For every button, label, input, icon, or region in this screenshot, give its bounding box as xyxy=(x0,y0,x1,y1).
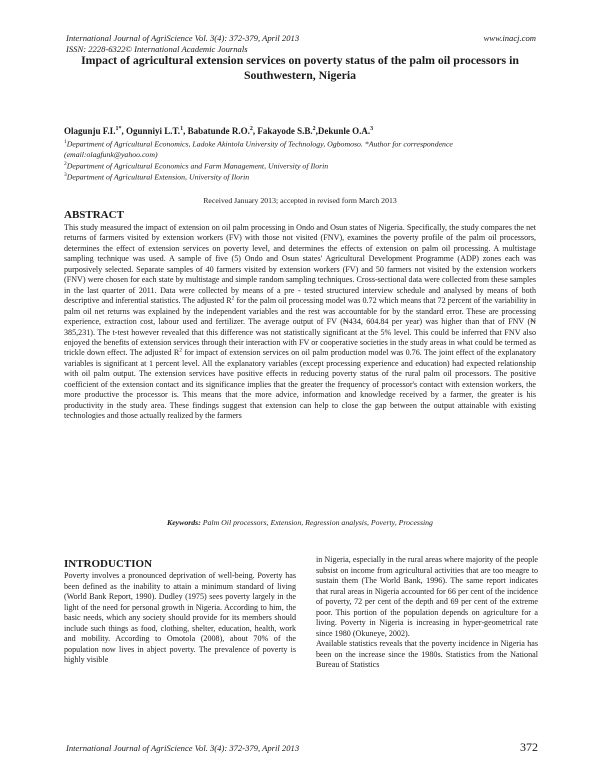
keywords-text: Palm Oil processors, Extension, Regression analysis, Poverty, Processing xyxy=(202,518,433,527)
introduction-paragraph: Available statistics reveals that the poverty incidence in Nigeria has been on the increase since the 1980s. Statistics from the National Bureau of Statistics xyxy=(316,639,538,670)
author-list xyxy=(64,126,373,136)
affiliation-text: Department of Agricultural Economics and Farm Management, University of Ilorin xyxy=(66,161,329,171)
affiliation-sup: 2 xyxy=(64,161,67,167)
keywords-label: Keywords: xyxy=(167,518,201,527)
affiliation-sup: 3 xyxy=(64,172,67,178)
introduction-heading: INTRODUCTION xyxy=(64,558,153,570)
journal-header: International Journal of AgriScience Vol. 3(4): 372-379, April 2013 xyxy=(66,33,300,43)
introduction-right-column xyxy=(316,555,538,671)
footer-journal: International Journal of AgriScience Vol. 3(4): 372-379, April 2013 xyxy=(66,743,300,753)
affiliation-3 xyxy=(64,170,544,183)
author-name: Olagunju F.I. xyxy=(64,126,116,136)
author-name: Babatunde R.O. xyxy=(187,126,250,136)
abstract-heading: ABSTRACT xyxy=(64,209,124,221)
keywords-line xyxy=(0,518,600,527)
issn-line: ISSN: 2228-6322© International Academic Journals xyxy=(66,44,248,54)
author-sup: 2 xyxy=(312,126,316,132)
introduction-paragraph: in Nigeria, especially in the rural areas where majority of the people subsist on income from agricultural activities that are too meagre to sustain them (The World Bank, 1996). The same report indicates that rural areas in Nigeria accounted for 66 per cent of the incidence of poverty, 72 per cent of the depth and 69 per cent of the extreme poor. This portion of the population depends on agriculture for a living. Poverty in Nigeria is increasing in hyper-geometrical rate since 1980 (Okuneye, 2002). xyxy=(316,555,538,638)
author-sup: 2 xyxy=(249,126,253,132)
affiliation-text: Department of Agricultural Extension, University of Ilorin xyxy=(66,172,250,182)
author-sep: ,Dekunle O.A. xyxy=(315,126,371,136)
author-name: Fakayode S.B. xyxy=(257,126,313,136)
author-sep: , xyxy=(252,126,258,136)
affiliation-1 xyxy=(64,137,544,161)
author-sup: 1* xyxy=(115,126,122,132)
abstract-text: for the palm oil processing model was 0.72 which means that 72 percent of the variability in palm oil net returns was explained by the independent variables and the rest was accountable for by the standard error. These are processing experience, extraction cost, labour used and fertilizer. The average output of FV (₦434, 604.84 per year) was higher than that of FNV (₦ 385,231). The t-test however revealed that this difference was not statistically significant at the 5% level. This could be inferred that FNV also enjoyed the benefits of extension services through their interaction with FV or cooperative societies in the study areas in what could be termed as trickle down effect. The adjusted R xyxy=(64,296,536,358)
introduction-left-column: Poverty involves a pronounced deprivation of well-being. Poverty has been defined as the inability to attain a minimum standard of living (World Bank Report, 1990). Dudley (1975) sees poverty largely in the light of the need for personal growth in Nigeria. According to him, the basic needs, which any society should provide for its members should include such things as food, clothing, shelter, education, health, work and mobility. According to Omotola (2008), about 70% of the population now lives in abject poverty. The prevalence of poverty is highly visible xyxy=(64,571,296,665)
abstract-sup: 2 xyxy=(231,295,235,302)
abstract-sup: 2 xyxy=(179,347,183,354)
author-sup: 3 xyxy=(370,126,374,132)
author-name: Ogunniyi L.T. xyxy=(125,126,181,136)
abstract-text: This study measured the impact of extension on oil palm processing in Ondo and Osun states of Nigeria. Specifically, the study compares the net returns of farmers visited by extension workers (FV) with those not visited (FNV), examines the poverty profile of the palm oil processors, determines the effect of extension services on poverty level, and determines the effects of extension on palm oil processing. A multistage sampling technique was used. A sample of five (5) Ondo and Osun states' Agricultural Development Programme (ADP) zones each was purposively selected. Separate samples of 40 farmers visited by extension workers (FV) and 50 farmers not visited by the extension workers (FNV) were chosen for each state by multistage and simple random sampling techniques. Cross-sectional data were collected from these samples in the last quarter of 2011. Data were collected by means of a pre - tested structured interview schedule and analysed by means of both descriptive and inferential statistics. The adjusted R xyxy=(64,223,536,306)
received-dates: Received January 2013; accepted in revised form March 2013 xyxy=(203,196,397,205)
affiliation-text: Department of Agricultural Economics, Ladoke Akintola University of Technology, Ogbomoso. *Author for correspondence (email:olagfunk@yahoo.com) xyxy=(64,139,453,160)
page-number: 372 xyxy=(520,740,538,754)
author-sep: , xyxy=(121,126,126,136)
abstract-text: for impact of extension services on oil palm production model was 0.76. The joint effect of the explanatory variables is significant at 1 percent level. All the explanatory variables (except processing experience and education) had expected relationship with oil palm output. The extension services have positive effects in reducing poverty status of the rural palm oil processors. The positive coefficient of the extension contact and its significance implies that the greater the frequency of processor's contact with extension workers, the more productive the processor is. This means that the more advice, information and knowledge received by a farmer, the greater is his productivity in the study area. These findings suggest that extension can help to close the gap between the output attainable with existing technologies and those actually realized by the farmers xyxy=(64,348,536,421)
abstract-body xyxy=(64,223,536,422)
author-sup: 1 xyxy=(180,126,184,132)
author-sep: , xyxy=(183,126,188,136)
affiliation-sup: 1 xyxy=(64,139,67,145)
paper-title: Impact of agricultural extension services on poverty status of the palm oil processors in Southwestern, Nigeria xyxy=(81,53,519,82)
journal-website: www.inacj.com xyxy=(483,33,536,43)
